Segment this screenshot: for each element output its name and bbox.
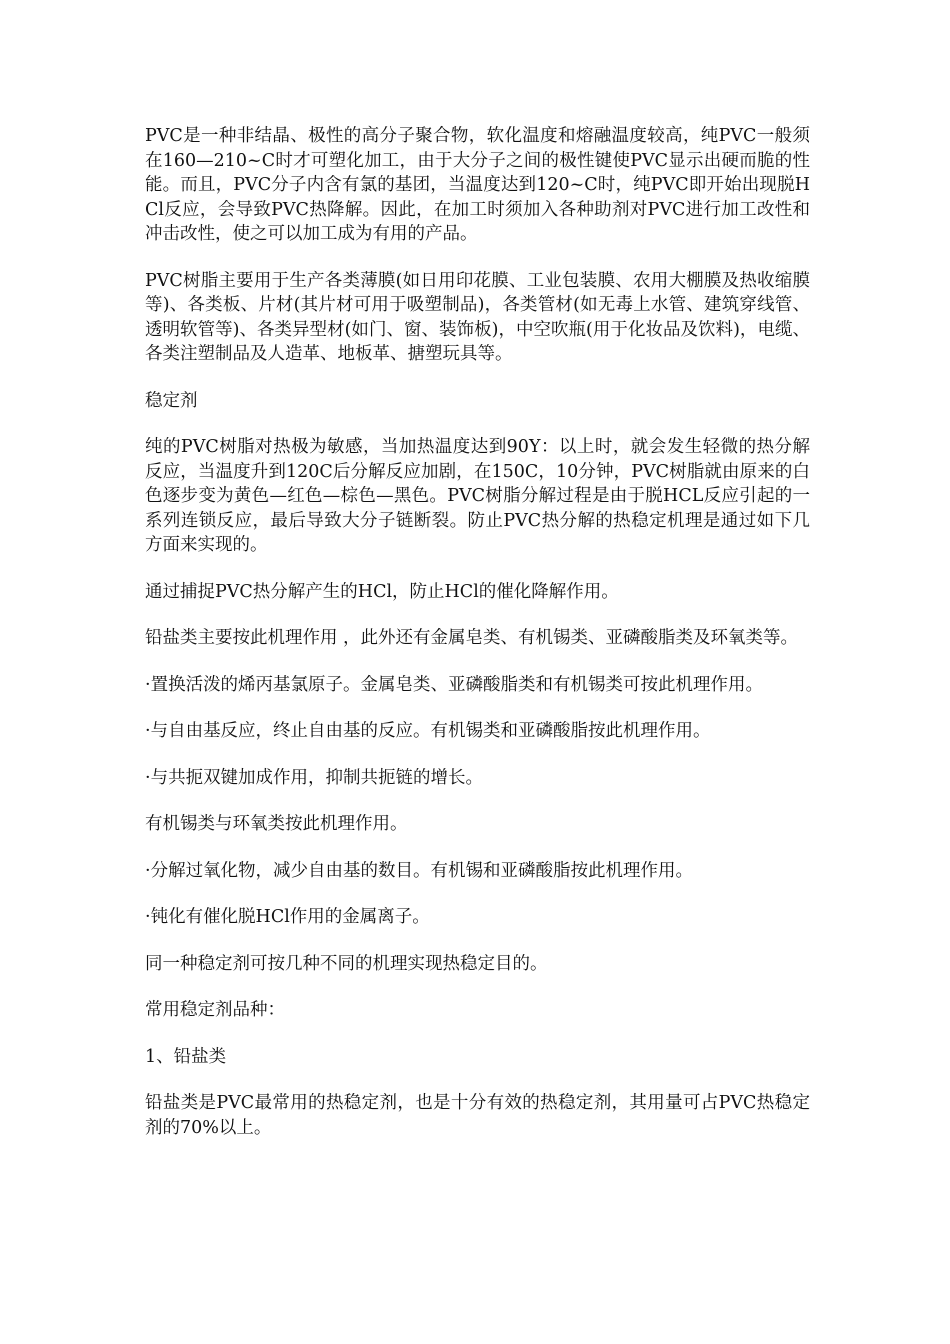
heading-stabilizer: 稳定剂 <box>145 390 198 411</box>
list-item-conjugated-double-bond: ·与共扼双键加成作用，抑制共扼链的增长。 <box>145 767 484 788</box>
paragraph-pvc-applications: PVC树脂主要用于生产各类薄膜(如日用印花膜、工业包装膜、农用大棚膜及热收缩膜等)、各类板、片材(其片材可用于吸塑制品)，各类管材(如无毒上水管、建筑穿线管、透明软管等)、各类异型材(如门、窗、装饰板)，中空吹瓶(用于化妆品及饮料)，电缆、各类注塑制品及人造革、地板革、搪塑玩具等。 <box>145 270 810 364</box>
paragraph-pvc-intro: PVC是一种非结晶、极性的高分子聚合物，软化温度和熔融温度较高，纯PVC一般须在160—210~C时才可塑化加工，由于大分子之间的极性键使PVC显示出硬而脆的性能。而且，PVC分子内含有氯的基团，当温度达到120~C时，纯PVC即开始出现脱HCl反应，会导致PVC热降解。因此，在加工时须加入各种助剂对PVC进行加工改性和冲击改性，使之可以加工成为有用的产品。 <box>145 126 810 244</box>
list-item-decompose-peroxide: ·分解过氧化物，减少自由基的数目。有机锡和亚磷酸脂按此机理作用。 <box>145 860 694 881</box>
paragraph-organotin-epoxy: 有机锡类与环氧类按此机理作用。 <box>145 814 408 834</box>
paragraph-hcl-capture: 通过捕捉PVC热分解产生的HCl，防止HCl的催化降解作用。 <box>145 581 619 602</box>
list-item-free-radical-reaction: ·与自由基反应，终止自由基的反应。有机锡类和亚磷酸脂按此机理作用。 <box>145 721 711 741</box>
document-body <box>145 124 810 1162</box>
paragraph-lead-salts-usage: 铅盐类是PVC最常用的热稳定剂，也是十分有效的热稳定剂，其用量可占PVC热稳定剂的70%以上。 <box>145 1093 810 1138</box>
heading-common-stabilizers: 常用稳定剂品种： <box>145 1000 285 1020</box>
paragraph-multiple-mechanisms: 同一种稳定剂可按几种不同的机理实现热稳定目的。 <box>145 953 548 974</box>
paragraph-lead-salt-mechanism: 铅盐类主要按此机理作用 ，此外还有金属皂类、有机锡类、亚磷酸脂类及环氧类等。 <box>145 628 799 648</box>
list-item-replace-allyl-chloride: ·置换活泼的烯丙基氯原子。金属皂类、亚磷酸脂类和有机锡类可按此机理作用。 <box>145 674 764 695</box>
list-item-passivate-metal-ions: ·钝化有催化脱HCl作用的金属离子。 <box>145 907 430 927</box>
paragraph-thermal-decomposition: 纯的PVC树脂对热极为敏感，当加热温度达到90Y：以上时，就会发生轻微的热分解反应，当温度升到120C后分解反应加剧，在150C，10分钟，PVC树脂就由原来的白色逐步变为黄色—红色—棕色—黑色。PVC树脂分解过程是由于脱HCL反应引起的一系列连锁反应，最后导致大分子链断裂。防止PVC热分解的热稳定机理是通过如下几方面来实现的。 <box>145 437 810 555</box>
heading-lead-salts: 1、铅盐类 <box>145 1046 227 1067</box>
